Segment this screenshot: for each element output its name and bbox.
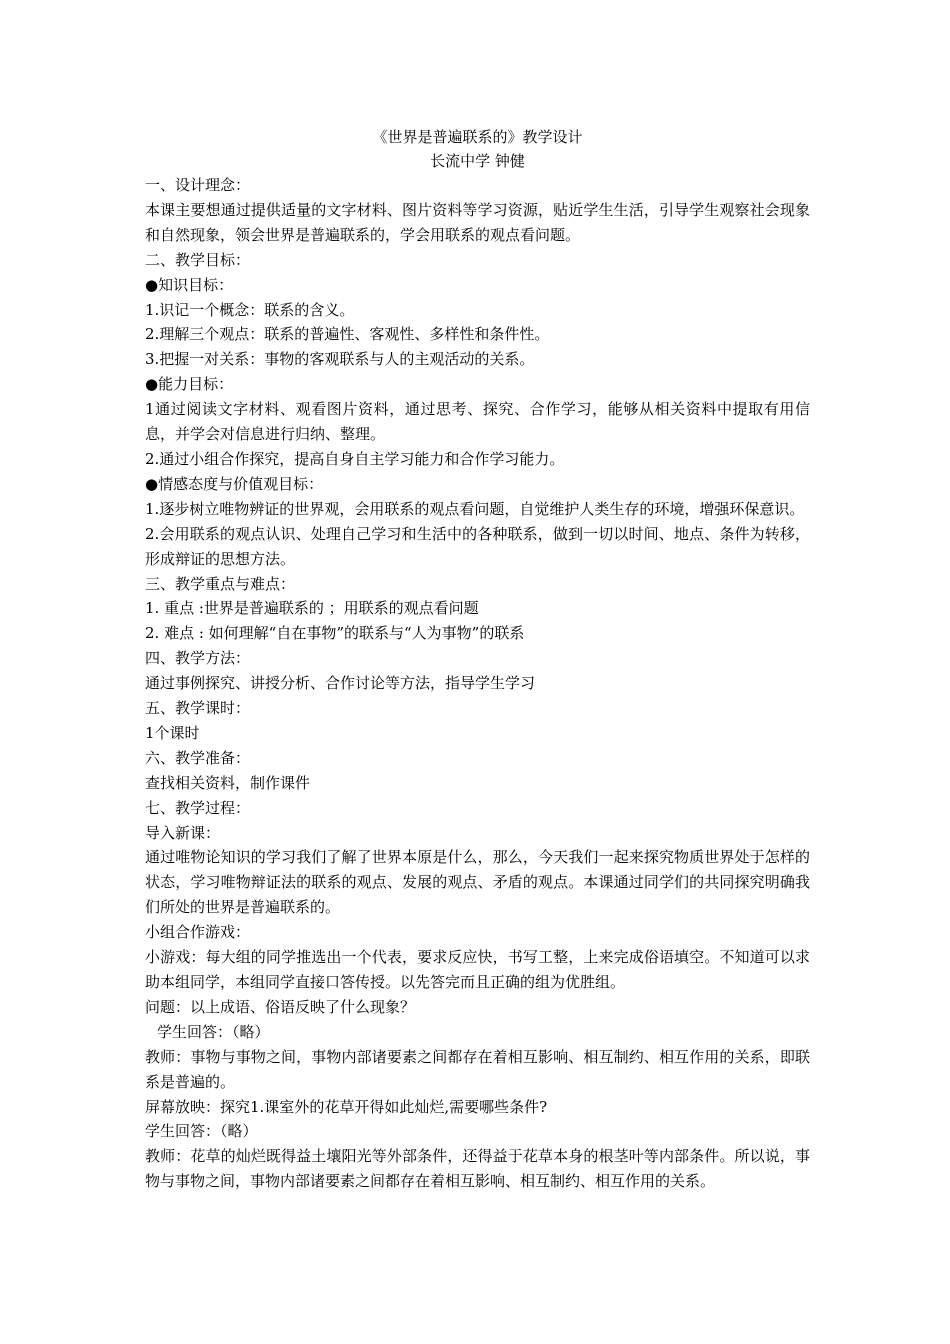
paragraph: 教师：事物与事物之间，事物内部诸要素之间都存在着相互影响、相互制约、相互作用的关系，即联系是普遍的。: [145, 1047, 810, 1091]
paragraph: 导入新课：: [145, 823, 221, 842]
paragraph: 六、教学准备：: [145, 748, 251, 767]
paragraph: 2.通过小组合作探究，提高自身自主学习能力和合作学习能力。: [145, 449, 565, 468]
paragraph: 四、教学方法：: [145, 649, 251, 668]
paragraph: 通过事例探究、讲授分析、合作讨论等方法，指导学生学习: [145, 674, 536, 693]
paragraph: 一、设计理念：: [145, 176, 251, 194]
document-title: 《世界是普遍联系的》教学设计: [372, 128, 583, 146]
paragraph: 教师：花草的灿烂既得益土壤阳光等外部条件，还得益于花草本身的根茎叶等内部条件。所以说，事物与事物之间，事物内部诸要素之间都存在着相互影响、相互制约、相互作用的关系。: [145, 1147, 810, 1191]
paragraph: 七、教学过程：: [145, 798, 251, 817]
paragraph: ●能力目标：: [145, 375, 234, 394]
paragraph: 小游戏：每大组的同学推选出一个代表，要求反应快，书写工整，上来完成俗语填空。不知道可以求助本组同学，本组同学直接口答传授。以先答完而且正确的组为优胜组。: [145, 948, 810, 991]
paragraph: 1.识记一个概念：联系的含义。: [145, 300, 355, 319]
document-author: 长流中学 钟健: [430, 152, 525, 170]
paragraph: 1. 重点 :世界是普遍联系的 ；用联系的观点看问题: [145, 599, 479, 618]
paragraph: 三、教学重点与难点：: [145, 574, 296, 593]
paragraph: ●知识目标：: [145, 275, 234, 294]
paragraph: 2.理解三个观点：联系的普遍性、客观性、多样性和条件性。: [145, 325, 550, 344]
paragraph: 问题：以上成语、俗语反映了什么现象？: [145, 997, 416, 1016]
paragraph: 2. 难点 : 如何理解“自在事物”的联系与“人为事物”的联系: [145, 624, 525, 643]
paragraph: 1.逐步树立唯物辨证的世界观，会用联系的观点看问题，自觉维护人类生存的环境，增强环保意识。: [145, 499, 805, 518]
paragraph: 屏幕放映：探究1.课室外的花草开得如此灿烂,需要哪些条件?: [145, 1097, 548, 1116]
paragraph: 五、教学课时：: [145, 699, 251, 718]
paragraph: 本课主要想通过提供适量的文字材料、图片资料等学习资源，贴近学生生活，引导学生观察社会现象和自然现象，领会世界是普遍联系的，学会用联系的观点看问题。: [145, 200, 810, 244]
paragraph: 3.把握一对关系：事物的客观联系与人的主观活动的关系。: [145, 350, 535, 369]
paragraph: 小组合作游戏：: [145, 923, 251, 942]
paragraph: ●情感态度与价值观目标：: [145, 474, 324, 493]
paragraph: 1通过阅读文字材料、观看图片资料，通过思考、探究、合作学习，能够从相关资料中提取有用信息，并学会对信息进行归纳、整理。: [145, 400, 810, 444]
paragraph: 学生回答：（略）: [157, 1022, 270, 1041]
paragraph: 二、教学目标：: [145, 250, 251, 269]
document-body: [145, 173, 810, 1194]
paragraph: 通过唯物论知识的学习我们了解了世界本原是什么，那么，今天我们一起来探究物质世界处于怎样的状态，学习唯物辩证法的联系的观点、发展的观点、矛盾的观点。本课通过同学们的共同探究明确我们所处的世界是普遍联系的。: [145, 848, 810, 917]
paragraph: 1个课时: [145, 723, 200, 742]
paragraph: 2.会用联系的观点认识、处理自己学习和生活中的各种联系，做到一切以时间、地点、条件为转移，形成辩证的思想方法。: [145, 524, 810, 568]
paragraph: 查找相关资料，制作课件: [145, 773, 311, 792]
paragraph: 学生回答：（略）: [145, 1122, 258, 1141]
